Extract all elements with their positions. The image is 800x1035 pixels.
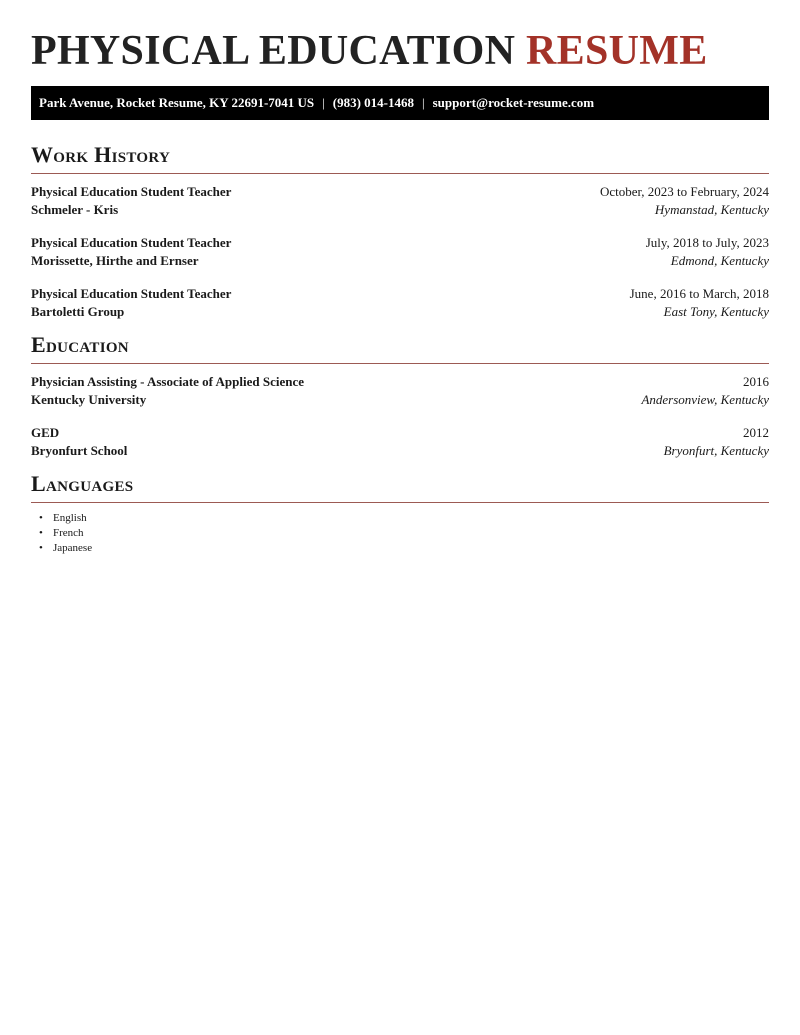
bullet-icon: • [39,542,43,554]
contact-bar [31,86,769,120]
job-title: Physical Education Student Teacher [31,286,232,301]
contact-separator: | [322,95,325,110]
resume-title [31,0,769,74]
school-location: Andersonview, Kentucky [641,391,769,407]
education-section [31,332,769,459]
job-title: Physical Education Student Teacher [31,235,232,250]
education-entry [31,373,769,408]
degree-year: 2016 [743,374,769,389]
resume-title-accent: RESUME [526,28,708,74]
job-location: East Tony, Kentucky [663,303,769,319]
contact-phone: (983) 014-1468 [332,95,415,110]
job-dates: June, 2016 to March, 2018 [629,286,769,301]
school-name: Bryonfurt School [31,442,128,458]
job-company: Schmeler - Kris [31,201,119,217]
job-company: Morissette, Hirthe and Ernser [31,252,199,268]
job-title: Physical Education Student Teacher [31,184,232,199]
list-item [39,526,769,541]
contact-address: Park Avenue, Rocket Resume, KY 22691-7041 US [39,95,315,110]
education-heading: Education [31,332,769,364]
work-entry [31,285,769,320]
degree-title: Physician Assisting - Associate of Applied Science [31,374,305,389]
languages-list [31,511,769,556]
job-dates: October, 2023 to February, 2024 [599,184,769,199]
resume-title-main: PHYSICAL EDUCATION [31,28,516,74]
school-location: Bryonfurt, Kentucky [663,442,769,458]
degree-title: GED [31,425,60,440]
bullet-icon: • [39,527,43,539]
list-item [39,541,769,556]
work-entry [31,234,769,269]
language-name: French [53,527,84,539]
education-entry [31,424,769,459]
language-name: Japanese [53,542,93,554]
languages-section [31,471,769,556]
degree-year: 2012 [743,425,769,440]
languages-heading: Languages [31,471,769,503]
job-location: Edmond, Kentucky [670,252,769,268]
job-dates: July, 2018 to July, 2023 [645,235,769,250]
bullet-icon: • [39,512,43,524]
work-history-section [31,142,769,320]
job-location: Hymanstad, Kentucky [654,201,769,217]
job-company: Bartoletti Group [31,303,125,319]
list-item [39,511,769,526]
contact-separator: | [422,95,425,110]
language-name: English [53,512,87,524]
work-entry [31,183,769,218]
resume-page [31,0,769,556]
contact-email: support@rocket-resume.com [432,95,595,110]
work-history-heading: Work History [31,142,769,174]
school-name: Kentucky University [31,391,147,407]
